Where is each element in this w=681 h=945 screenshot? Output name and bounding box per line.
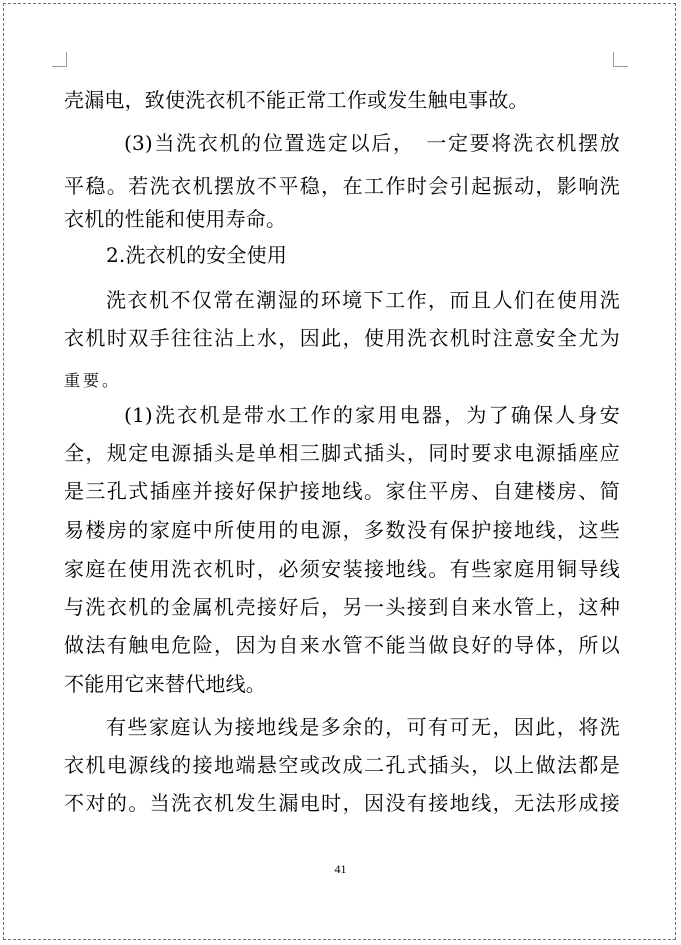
crop-mark-top-right	[613, 52, 628, 67]
text-line: 洗衣机不仅常在潮湿的环境下工作，而且人们在使用洗	[106, 288, 620, 312]
text-line: (3)当洗衣机的位置选定以后， 一定要将洗衣机摆放	[124, 131, 620, 155]
text-line: 全，规定电源插头是单相三脚式插头，同时要求电源插座应	[64, 441, 620, 465]
text-line: 衣机的性能和使用寿命。	[64, 207, 287, 231]
text-line: 不对的。当洗衣机发生漏电时，因没有接地线，无法形成接	[64, 791, 620, 815]
text-line: 有些家庭认为接地线是多余的，可有可无，因此，将洗	[106, 715, 620, 739]
text-line: (1)洗衣机是带水工作的家用电器，为了确保人身安	[124, 403, 620, 427]
text-line: 不能用它来替代地线。	[64, 672, 266, 696]
text-line: 是三孔式插座并接好保护接地线。家住平房、自建楼房、简	[64, 479, 620, 503]
text-line: 家庭在使用洗衣机时，必须安装接地线。有些家庭用铜导线	[64, 557, 620, 581]
crop-mark-top-left	[52, 52, 67, 67]
text-line: 做法有触电危险，因为自来水管不能当做良好的导体，所以	[64, 633, 620, 657]
text-line: 与洗衣机的金属机壳接好后，另一头接到自来水管上，这种	[64, 595, 620, 619]
text-line: 重要。	[64, 371, 122, 390]
text-line: 衣机电源线的接地端悬空或改成二孔式插头，以上做法都是	[64, 753, 620, 777]
text-line: 衣机时双手往往沾上水，因此，使用洗衣机时注意安全尤为	[64, 326, 620, 350]
section-heading: 2.洗衣机的安全使用	[106, 243, 288, 267]
text-line: 易楼房的家庭中所使用的电源，多数没有保护接地线，这些	[64, 518, 620, 542]
text-line: 平稳。若洗衣机摆放不平稳，在工作时会引起振动，影响洗	[64, 174, 620, 198]
page-number: 41	[334, 862, 347, 876]
text-line: 壳漏电，致使洗衣机不能正常工作或发生触电事故。	[64, 88, 529, 112]
